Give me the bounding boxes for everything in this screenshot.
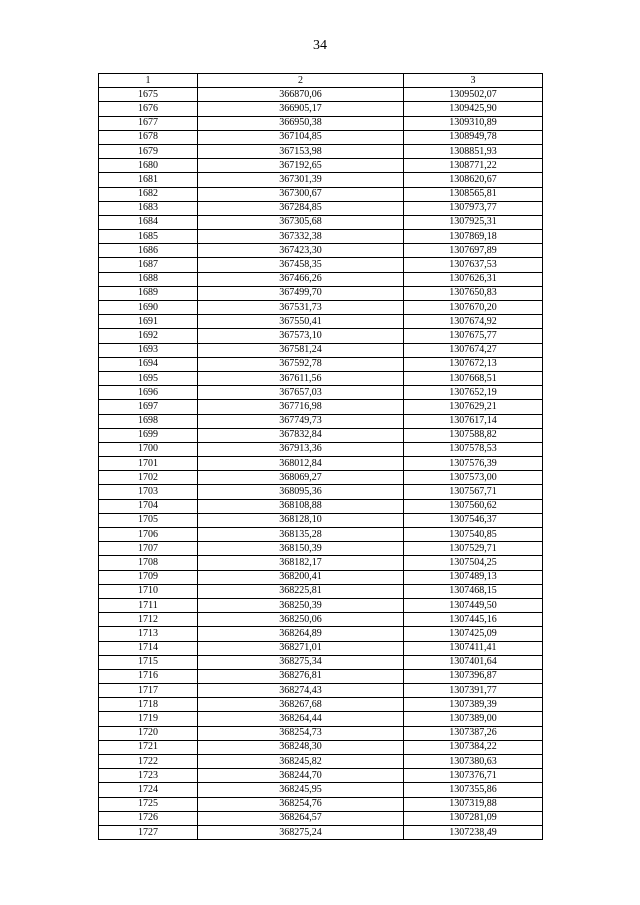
table-row: [99, 215, 543, 229]
point-number-cell: 1700: [99, 442, 198, 456]
point-number-cell: 1715: [99, 655, 198, 669]
y-coordinate-cell: 1307675,77: [404, 329, 543, 343]
x-coordinate-cell: 367423,30: [198, 244, 404, 258]
table-row: [99, 542, 543, 556]
point-number-cell: 1704: [99, 499, 198, 513]
point-number-cell: 1720: [99, 726, 198, 740]
page-number: 34: [313, 38, 327, 53]
x-coordinate-cell: 368225,81: [198, 584, 404, 598]
y-coordinate-cell: 1309502,07: [404, 88, 543, 102]
y-coordinate-cell: 1307576,39: [404, 457, 543, 471]
y-coordinate-cell: 1307468,15: [404, 584, 543, 598]
point-number-cell: 1684: [99, 215, 198, 229]
point-number-cell: 1726: [99, 811, 198, 825]
x-coordinate-cell: 368264,57: [198, 811, 404, 825]
table-row: [99, 329, 543, 343]
point-number-cell: 1694: [99, 357, 198, 371]
coordinates-table: [98, 73, 543, 840]
table-row: [99, 102, 543, 116]
x-coordinate-cell: 368271,01: [198, 641, 404, 655]
x-coordinate-cell: 368200,41: [198, 570, 404, 584]
x-coordinate-cell: 368069,27: [198, 471, 404, 485]
table-row: [99, 187, 543, 201]
x-coordinate-cell: 367716,98: [198, 400, 404, 414]
x-coordinate-cell: 367153,98: [198, 144, 404, 158]
table-row: [99, 357, 543, 371]
point-number-cell: 1705: [99, 513, 198, 527]
point-number-cell: 1689: [99, 286, 198, 300]
x-coordinate-cell: 368108,88: [198, 499, 404, 513]
y-coordinate-cell: 1308851,93: [404, 144, 543, 158]
point-number-cell: 1717: [99, 684, 198, 698]
table-row: [99, 144, 543, 158]
y-coordinate-cell: 1307391,77: [404, 684, 543, 698]
x-coordinate-cell: 368245,82: [198, 755, 404, 769]
x-coordinate-cell: 367913,36: [198, 442, 404, 456]
y-coordinate-cell: 1308949,78: [404, 130, 543, 144]
y-coordinate-cell: 1307674,27: [404, 343, 543, 357]
x-coordinate-cell: 367611,56: [198, 371, 404, 385]
point-number-cell: 1710: [99, 584, 198, 598]
y-coordinate-cell: 1307389,00: [404, 712, 543, 726]
x-coordinate-cell: 368095,36: [198, 485, 404, 499]
y-coordinate-cell: 1307588,82: [404, 428, 543, 442]
x-coordinate-cell: 368245,95: [198, 783, 404, 797]
point-number-cell: 1676: [99, 102, 198, 116]
table-row: [99, 272, 543, 286]
point-number-cell: 1685: [99, 230, 198, 244]
point-number-cell: 1722: [99, 755, 198, 769]
y-coordinate-cell: 1307355,86: [404, 783, 543, 797]
y-coordinate-cell: 1307925,31: [404, 215, 543, 229]
table-body: [99, 74, 543, 840]
x-coordinate-cell: 368244,70: [198, 769, 404, 783]
y-coordinate-cell: 1307637,53: [404, 258, 543, 272]
table-row: [99, 769, 543, 783]
x-coordinate-cell: 368250,39: [198, 598, 404, 612]
x-coordinate-cell: 368254,73: [198, 726, 404, 740]
table-row: [99, 301, 543, 315]
y-coordinate-cell: 1307401,64: [404, 655, 543, 669]
y-coordinate-cell: 1307389,39: [404, 698, 543, 712]
table-header-row: [99, 74, 543, 88]
y-coordinate-cell: 1307652,19: [404, 386, 543, 400]
table-row: [99, 726, 543, 740]
x-coordinate-cell: 367466,26: [198, 272, 404, 286]
table-row: [99, 783, 543, 797]
x-coordinate-cell: 368150,39: [198, 542, 404, 556]
point-number-cell: 1683: [99, 201, 198, 215]
table-row: [99, 258, 543, 272]
table-row: [99, 428, 543, 442]
x-coordinate-cell: 368182,17: [198, 556, 404, 570]
y-coordinate-cell: 1307281,09: [404, 811, 543, 825]
table-row: [99, 755, 543, 769]
table-row: [99, 598, 543, 612]
point-number-cell: 1693: [99, 343, 198, 357]
y-coordinate-cell: 1307411,41: [404, 641, 543, 655]
point-number-cell: 1725: [99, 797, 198, 811]
table-row: [99, 286, 543, 300]
point-number-cell: 1698: [99, 414, 198, 428]
table-row: [99, 556, 543, 570]
y-coordinate-cell: 1307674,92: [404, 315, 543, 329]
point-number-cell: 1707: [99, 542, 198, 556]
point-number-cell: 1679: [99, 144, 198, 158]
x-coordinate-cell: 368250,06: [198, 613, 404, 627]
table-row: [99, 386, 543, 400]
y-coordinate-cell: 1307629,21: [404, 400, 543, 414]
table-row: [99, 669, 543, 683]
y-coordinate-cell: 1309310,89: [404, 116, 543, 130]
table-row: [99, 528, 543, 542]
y-coordinate-cell: 1307626,31: [404, 272, 543, 286]
point-number-cell: 1718: [99, 698, 198, 712]
x-coordinate-cell: 367657,03: [198, 386, 404, 400]
point-number-cell: 1691: [99, 315, 198, 329]
y-coordinate-cell: 1307489,13: [404, 570, 543, 584]
x-coordinate-cell: 366905,17: [198, 102, 404, 116]
y-coordinate-cell: 1307384,22: [404, 740, 543, 754]
x-coordinate-cell: 367305,68: [198, 215, 404, 229]
point-number-cell: 1706: [99, 528, 198, 542]
x-coordinate-cell: 368012,84: [198, 457, 404, 471]
point-number-cell: 1690: [99, 301, 198, 315]
point-number-cell: 1724: [99, 783, 198, 797]
column-header: 1: [99, 74, 198, 88]
y-coordinate-cell: 1307449,50: [404, 598, 543, 612]
table-row: [99, 457, 543, 471]
x-coordinate-cell: 367749,73: [198, 414, 404, 428]
y-coordinate-cell: 1308620,67: [404, 173, 543, 187]
point-number-cell: 1696: [99, 386, 198, 400]
point-number-cell: 1680: [99, 159, 198, 173]
x-coordinate-cell: 366950,38: [198, 116, 404, 130]
point-number-cell: 1711: [99, 598, 198, 612]
point-number-cell: 1692: [99, 329, 198, 343]
y-coordinate-cell: 1307560,62: [404, 499, 543, 513]
table-row: [99, 570, 543, 584]
table-row: [99, 201, 543, 215]
table-row: [99, 613, 543, 627]
table-row: [99, 641, 543, 655]
table-row: [99, 584, 543, 598]
point-number-cell: 1687: [99, 258, 198, 272]
y-coordinate-cell: 1307540,85: [404, 528, 543, 542]
y-coordinate-cell: 1307238,49: [404, 825, 543, 839]
point-number-cell: 1721: [99, 740, 198, 754]
y-coordinate-cell: 1307425,09: [404, 627, 543, 641]
point-number-cell: 1709: [99, 570, 198, 584]
point-number-cell: 1712: [99, 613, 198, 627]
table-row: [99, 116, 543, 130]
y-coordinate-cell: 1307380,63: [404, 755, 543, 769]
table-row: [99, 88, 543, 102]
table-row: [99, 400, 543, 414]
x-coordinate-cell: 367104,85: [198, 130, 404, 144]
table-row: [99, 244, 543, 258]
y-coordinate-cell: 1307670,20: [404, 301, 543, 315]
x-coordinate-cell: 367300,67: [198, 187, 404, 201]
table-row: [99, 315, 543, 329]
y-coordinate-cell: 1307567,71: [404, 485, 543, 499]
point-number-cell: 1713: [99, 627, 198, 641]
y-coordinate-cell: 1307396,87: [404, 669, 543, 683]
y-coordinate-cell: 1307672,13: [404, 357, 543, 371]
x-coordinate-cell: 367284,85: [198, 201, 404, 215]
table-row: [99, 698, 543, 712]
x-coordinate-cell: 367592,78: [198, 357, 404, 371]
table-row: [99, 811, 543, 825]
point-number-cell: 1701: [99, 457, 198, 471]
table-row: [99, 655, 543, 669]
table-row: [99, 442, 543, 456]
x-coordinate-cell: 368267,68: [198, 698, 404, 712]
point-number-cell: 1719: [99, 712, 198, 726]
point-number-cell: 1703: [99, 485, 198, 499]
y-coordinate-cell: 1307973,77: [404, 201, 543, 215]
y-coordinate-cell: 1307697,89: [404, 244, 543, 258]
point-number-cell: 1716: [99, 669, 198, 683]
point-number-cell: 1686: [99, 244, 198, 258]
table-row: [99, 230, 543, 244]
x-coordinate-cell: 367832,84: [198, 428, 404, 442]
y-coordinate-cell: 1307319,88: [404, 797, 543, 811]
x-coordinate-cell: 367573,10: [198, 329, 404, 343]
x-coordinate-cell: 367458,35: [198, 258, 404, 272]
point-number-cell: 1699: [99, 428, 198, 442]
table-row: [99, 173, 543, 187]
x-coordinate-cell: 367499,70: [198, 286, 404, 300]
point-number-cell: 1677: [99, 116, 198, 130]
point-number-cell: 1727: [99, 825, 198, 839]
table-row: [99, 499, 543, 513]
point-number-cell: 1697: [99, 400, 198, 414]
y-coordinate-cell: 1307578,53: [404, 442, 543, 456]
y-coordinate-cell: 1307445,16: [404, 613, 543, 627]
point-number-cell: 1675: [99, 88, 198, 102]
x-coordinate-cell: 368248,30: [198, 740, 404, 754]
y-coordinate-cell: 1307573,00: [404, 471, 543, 485]
point-number-cell: 1714: [99, 641, 198, 655]
x-coordinate-cell: 367192,65: [198, 159, 404, 173]
y-coordinate-cell: 1307376,71: [404, 769, 543, 783]
x-coordinate-cell: 368276,81: [198, 669, 404, 683]
point-number-cell: 1708: [99, 556, 198, 570]
table-row: [99, 684, 543, 698]
y-coordinate-cell: 1307650,83: [404, 286, 543, 300]
x-coordinate-cell: 366870,06: [198, 88, 404, 102]
y-coordinate-cell: 1307504,25: [404, 556, 543, 570]
point-number-cell: 1695: [99, 371, 198, 385]
table-row: [99, 371, 543, 385]
column-header: 3: [404, 74, 543, 88]
table-row: [99, 513, 543, 527]
x-coordinate-cell: 367550,41: [198, 315, 404, 329]
point-number-cell: 1702: [99, 471, 198, 485]
point-number-cell: 1681: [99, 173, 198, 187]
table-row: [99, 627, 543, 641]
x-coordinate-cell: 368254,76: [198, 797, 404, 811]
x-coordinate-cell: 368264,89: [198, 627, 404, 641]
table-row: [99, 414, 543, 428]
table-row: [99, 159, 543, 173]
table-row: [99, 825, 543, 839]
x-coordinate-cell: 368128,10: [198, 513, 404, 527]
y-coordinate-cell: 1309425,90: [404, 102, 543, 116]
x-coordinate-cell: 368264,44: [198, 712, 404, 726]
x-coordinate-cell: 368274,43: [198, 684, 404, 698]
y-coordinate-cell: 1307387,26: [404, 726, 543, 740]
x-coordinate-cell: 368275,34: [198, 655, 404, 669]
y-coordinate-cell: 1308565,81: [404, 187, 543, 201]
y-coordinate-cell: 1307529,71: [404, 542, 543, 556]
table-row: [99, 130, 543, 144]
x-coordinate-cell: 367332,38: [198, 230, 404, 244]
y-coordinate-cell: 1308771,22: [404, 159, 543, 173]
table-row: [99, 485, 543, 499]
y-coordinate-cell: 1307617,14: [404, 414, 543, 428]
point-number-cell: 1678: [99, 130, 198, 144]
table-row: [99, 797, 543, 811]
x-coordinate-cell: 367581,24: [198, 343, 404, 357]
x-coordinate-cell: 368275,24: [198, 825, 404, 839]
table-row: [99, 343, 543, 357]
x-coordinate-cell: 368135,28: [198, 528, 404, 542]
point-number-cell: 1682: [99, 187, 198, 201]
point-number-cell: 1688: [99, 272, 198, 286]
column-header: 2: [198, 74, 404, 88]
point-number-cell: 1723: [99, 769, 198, 783]
table-row: [99, 712, 543, 726]
table-row: [99, 471, 543, 485]
y-coordinate-cell: 1307546,37: [404, 513, 543, 527]
y-coordinate-cell: 1307668,51: [404, 371, 543, 385]
table-row: [99, 740, 543, 754]
x-coordinate-cell: 367301,39: [198, 173, 404, 187]
y-coordinate-cell: 1307869,18: [404, 230, 543, 244]
x-coordinate-cell: 367531,73: [198, 301, 404, 315]
